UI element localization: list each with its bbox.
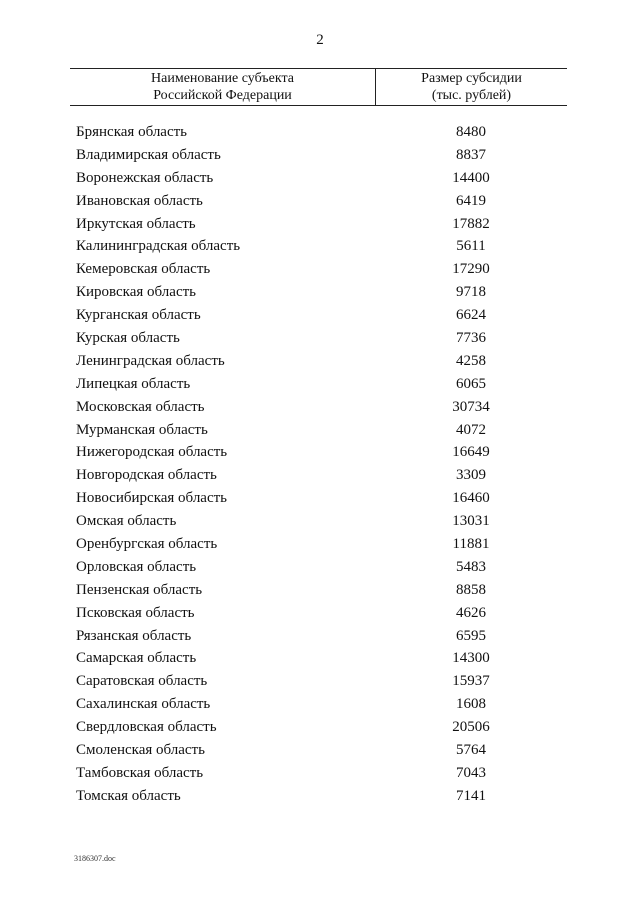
table-row: [70, 670, 567, 693]
region-name: Иркутская область: [76, 215, 196, 232]
region-name: Московская область: [76, 398, 205, 415]
page-number: 2: [316, 32, 324, 48]
table-row: [70, 739, 567, 762]
table-row: [70, 327, 567, 350]
region-name: Курганская область: [76, 307, 201, 324]
header-region-line2: Российской Федерации: [153, 88, 292, 103]
subsidy-amount: 8480: [456, 123, 486, 140]
subsidy-amount: 20506: [452, 719, 490, 736]
subsidy-amount: 5611: [456, 238, 486, 255]
table-row: [70, 373, 567, 396]
region-name: Томская область: [76, 787, 181, 804]
subsidy-table: [70, 68, 567, 804]
subsidy-amount: 1608: [456, 696, 486, 713]
subsidy-amount: 7141: [456, 787, 486, 804]
subsidy-amount: 4072: [456, 421, 486, 438]
table-row: [70, 419, 567, 442]
subsidy-amount: 30734: [452, 398, 490, 415]
table-row: [70, 716, 567, 739]
subsidy-amount: 6624: [456, 307, 486, 324]
subsidy-amount: 16649: [452, 444, 490, 461]
region-name: Владимирская область: [76, 146, 221, 163]
subsidy-amount: 8858: [456, 581, 486, 598]
table-row: [70, 235, 567, 258]
region-name: Омская область: [76, 513, 177, 530]
subsidy-amount: 5764: [456, 741, 486, 758]
subsidy-amount: 7043: [456, 764, 486, 781]
region-name: Ленинградская область: [76, 352, 225, 369]
table-row: [70, 556, 567, 579]
subsidy-amount: 14300: [452, 650, 490, 667]
table-header: [70, 68, 567, 106]
subsidy-amount: 14400: [452, 169, 490, 186]
table-row: [70, 441, 567, 464]
table-row: [70, 510, 567, 533]
table-row: [70, 396, 567, 419]
table-row: [70, 121, 567, 144]
subsidy-amount: 4626: [456, 604, 486, 621]
region-name: Псковская область: [76, 604, 195, 621]
table-row: [70, 144, 567, 167]
table-body: [70, 121, 567, 808]
table-row: [70, 625, 567, 648]
region-name: Пензенская область: [76, 581, 203, 598]
table-row: [70, 281, 567, 304]
document-id: 3186307.doc: [74, 854, 116, 863]
table-row: [70, 190, 567, 213]
subsidy-amount: 6065: [456, 375, 486, 392]
region-name: Смоленская область: [76, 741, 205, 758]
subsidy-amount: 11881: [452, 535, 490, 552]
table-row: [70, 213, 567, 236]
subsidy-amount: 13031: [452, 513, 490, 530]
subsidy-amount: 9718: [456, 284, 486, 301]
region-name: Кировская область: [76, 284, 197, 301]
table-row: [70, 304, 567, 327]
subsidy-amount: 6419: [456, 192, 486, 209]
subsidy-amount: 15937: [452, 673, 490, 690]
table-row: [70, 487, 567, 510]
region-name: Новосибирская область: [76, 490, 228, 507]
header-amount-line1: Размер субсидии: [421, 71, 522, 86]
region-name: Мурманская область: [76, 421, 208, 438]
region-name: Орловская область: [76, 558, 197, 575]
region-name: Тамбовская область: [76, 764, 204, 781]
region-name: Ивановская область: [76, 192, 203, 209]
table-row: [70, 602, 567, 625]
region-name: Курская область: [76, 329, 180, 346]
region-name: Рязанская область: [76, 627, 192, 644]
subsidy-amount: 16460: [452, 490, 490, 507]
subsidy-amount: 7736: [456, 329, 486, 346]
table-row: [70, 579, 567, 602]
header-amount-line2: (тыс. рублей): [431, 88, 512, 103]
table-row: [70, 258, 567, 281]
table-row: [70, 762, 567, 785]
table-row: [70, 785, 567, 808]
subsidy-amount: 17290: [452, 261, 490, 278]
table-row: [70, 350, 567, 373]
region-name: Кемеровская область: [76, 261, 211, 278]
region-name: Самарская область: [76, 650, 197, 667]
region-name: Новгородская область: [76, 467, 217, 484]
header-region-line1: Наименование субъекта: [151, 71, 294, 86]
region-name: Калининградская область: [76, 238, 241, 255]
table-row: [70, 693, 567, 716]
subsidy-amount: 3309: [456, 467, 486, 484]
subsidy-amount: 17882: [452, 215, 490, 232]
table-row: [70, 647, 567, 670]
region-name: Саратовская область: [76, 673, 208, 690]
table-row: [70, 464, 567, 487]
subsidy-amount: 6595: [456, 627, 486, 644]
region-name: Брянская область: [76, 123, 188, 140]
region-name: Оренбургская область: [76, 535, 218, 552]
region-name: Воронежская область: [76, 169, 214, 186]
region-name: Липецкая область: [76, 375, 191, 392]
region-name: Нижегородская область: [76, 444, 228, 461]
subsidy-amount: 4258: [456, 352, 486, 369]
subsidy-amount: 5483: [456, 558, 486, 575]
table-row: [70, 167, 567, 190]
region-name: Свердловская область: [76, 719, 217, 736]
region-name: Сахалинская область: [76, 696, 211, 713]
subsidy-amount: 8837: [456, 146, 486, 163]
header-region-column: [70, 69, 376, 105]
header-amount-column: [376, 69, 567, 105]
table-row: [70, 533, 567, 556]
